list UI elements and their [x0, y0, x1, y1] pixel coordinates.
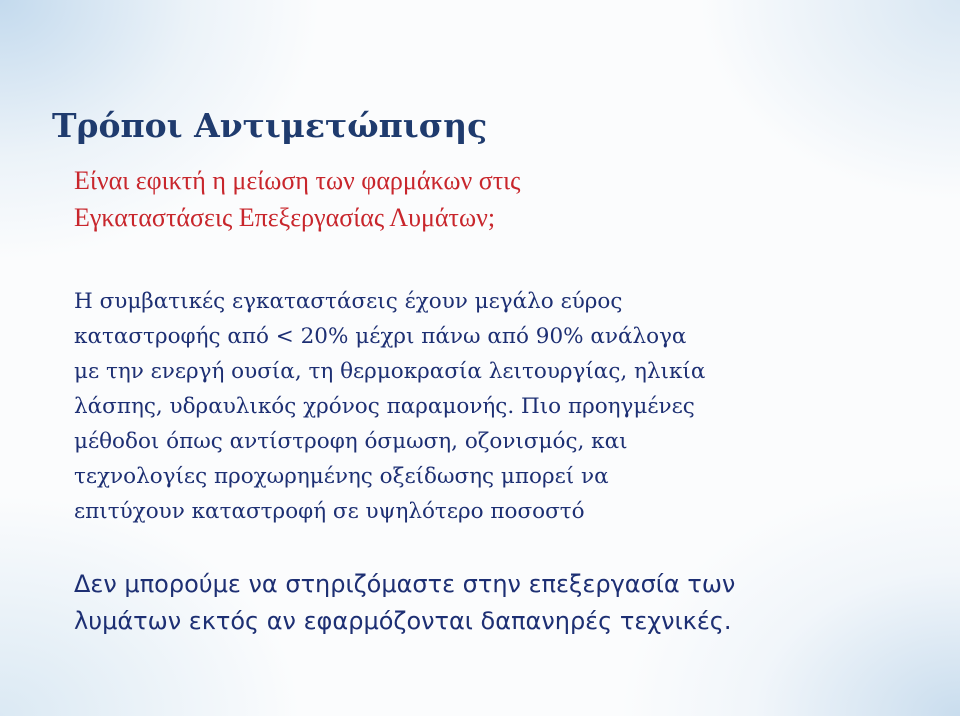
subtitle-line: Είναι εφικτή η μείωση των φαρμάκων στις	[74, 166, 521, 195]
body-line: Η συμβατικές εγκαταστάσεις έχουν μεγάλο εύρος	[74, 289, 623, 314]
slide-subtitle-question	[74, 162, 894, 236]
subtitle-line: Εγκαταστάσεις Επεξεργασίας Λυμάτων;	[74, 203, 496, 232]
body-paragraph-treatment-efficiency	[74, 284, 934, 529]
body-line: καταστροφής από < 20% μέχρι πάνω από 90% ανάλογα	[74, 324, 687, 349]
body-line: με την ενεργή ουσία, τη θερμοκρασία λειτουργίας, ηλικία	[74, 359, 706, 384]
body-line: επιτύχουν καταστροφή σε υψηλότερο ποσοστό	[74, 499, 585, 524]
body-line: μέθοδοι όπως αντίστροφη όσμωση, οζονισμός, και	[74, 429, 628, 454]
body-line: τεχνολογίες προχωρημένης οξείδωσης μπορεί να	[74, 464, 609, 489]
slide-title: Τρόποι Αντιμετώπισης	[52, 106, 488, 145]
conclusion-line: Δεν μπορούμε να στηριζόμαστε στην επεξεργασία των	[74, 570, 736, 598]
body-line: λάσπης, υδραυλικός χρόνος παραμονής. Πιο προηγμένες	[74, 394, 695, 419]
body-paragraph-conclusion	[74, 566, 934, 640]
conclusion-line: λυμάτων εκτός αν εφαρμόζονται δαπανηρές τεχνικές.	[74, 607, 732, 635]
